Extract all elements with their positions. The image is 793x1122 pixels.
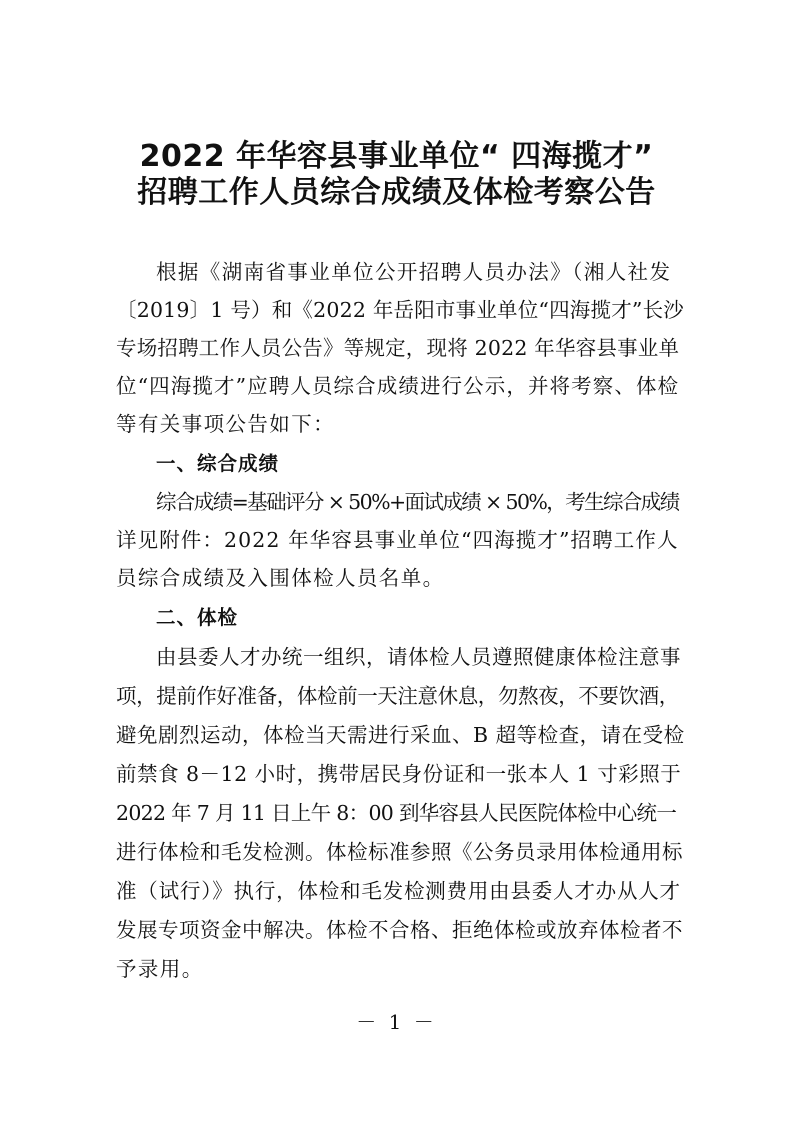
paragraph-exam-line-4: 前禁食 8－12 小时，携带居民身份证和一张本人 1 寸彩照于	[116, 762, 682, 786]
document-title-line-1: 2022 年华容县事业单位“ 四海揽才”	[139, 139, 654, 174]
paragraph-intro-line-4: 位“四海揽才”应聘人员综合成绩进行公示，并将考察、体检	[116, 374, 680, 398]
paragraph-exam-line-7: 准（试行）》执行，体检和毛发检测费用由县委人才办从人才	[116, 879, 681, 903]
paragraph-scores-line-1: 综合成绩=基础评分 × 50%+面试成绩 × 50%，考生综合成绩	[156, 490, 679, 514]
paragraph-exam-line-9: 予录用。	[116, 957, 204, 981]
paragraph-intro-line-5: 等有关事项公告如下：	[116, 412, 335, 436]
paragraph-scores-line-3: 员综合成绩及入围体检人员名单。	[116, 566, 445, 590]
paragraph-exam-line-1: 由县委人才办统一组织，请体检人员遵照健康体检注意事	[156, 645, 681, 669]
paragraph-exam-line-3: 避免剧烈运动，体检当天需进行采血、B 超等检查，请在受检	[116, 723, 685, 747]
paragraph-intro-line-1: 根据《湖南省事业单位公开招聘人员办法》（湘人社发	[156, 260, 672, 284]
page-number: － 1 －	[356, 1010, 437, 1034]
paragraph-scores-line-2: 详见附件：2022 年华容县事业单位“四海揽才”招聘工作人	[116, 528, 679, 552]
document-title-line-2: 招聘工作人员综合成绩及体检考察公告	[137, 175, 656, 210]
section-heading-scores: 一、综合成绩	[156, 452, 280, 475]
paragraph-exam-line-6: 进行体检和毛发检测。体检标准参照《公务员录用体检通用标	[116, 840, 683, 864]
paragraph-intro-line-3: 专场招聘工作人员公告》等规定，现将 2022 年华容县事业单	[116, 336, 680, 360]
paragraph-intro-line-2: 〔2019〕1 号）和《2022 年岳阳市事业单位“四海揽才”长沙	[116, 298, 684, 322]
paragraph-exam-line-5: 2022 年 7 月 11 日上午 8：00 到华容县人民医院体检中心统一	[116, 801, 677, 825]
paragraph-exam-line-2: 项，提前作好准备，体检前一天注意休息，勿熬夜，不要饮酒，	[116, 684, 679, 708]
section-heading-exam: 二、体检	[156, 606, 239, 629]
paragraph-exam-line-8: 发展专项资金中解决。体检不合格、拒绝体检或放弃体检者不	[116, 918, 683, 942]
